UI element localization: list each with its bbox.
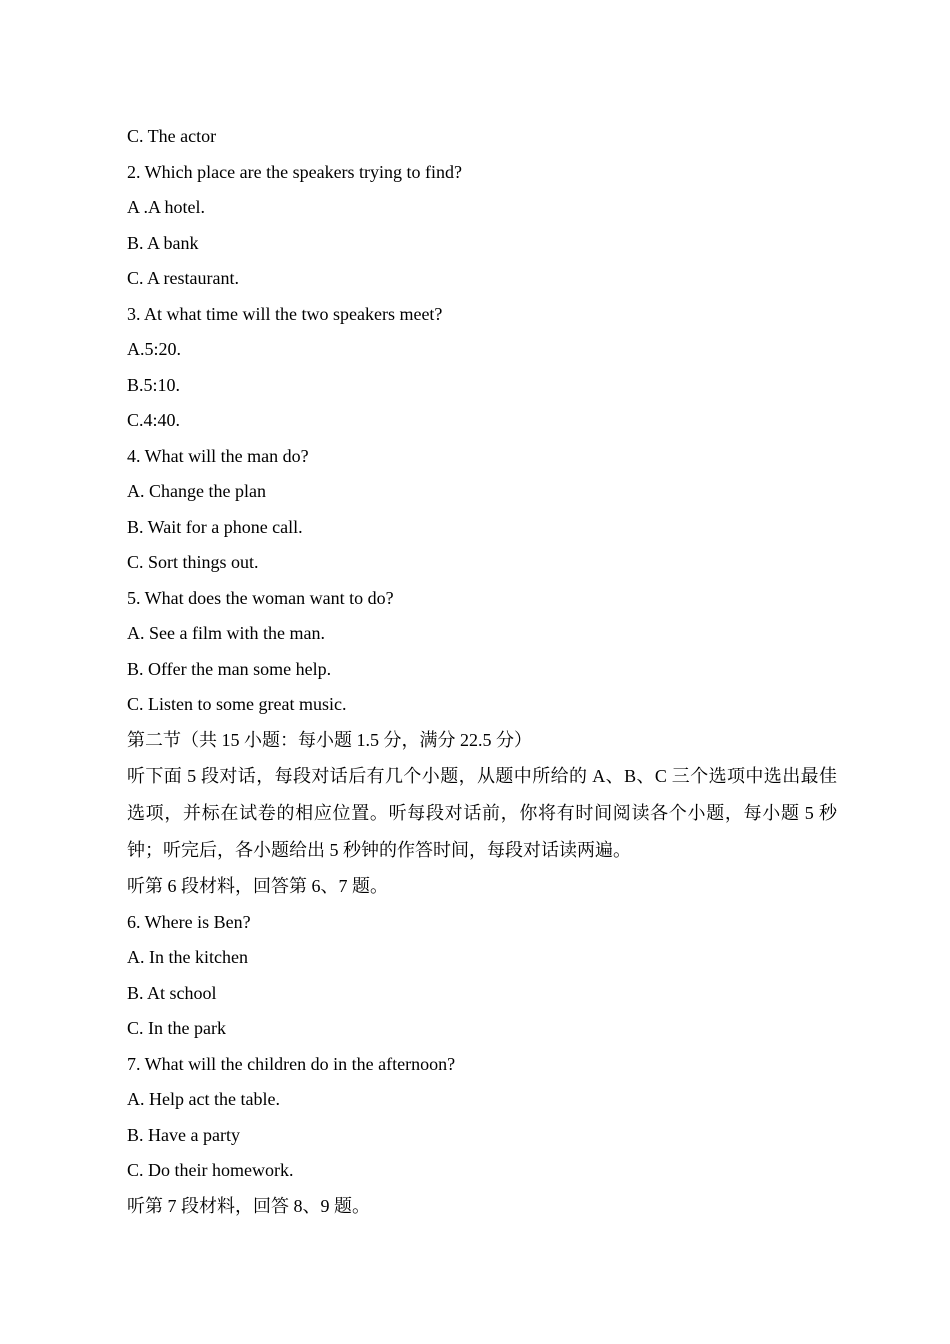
question-5: 5. What does the woman want to do? [127, 587, 394, 608]
option-c-q2: C. A restaurant. [127, 268, 239, 288]
section-instruction: 听下面 5 段对话，每段对话后有几个小题，从题中所给的 A、B、C 三个选项中选出最佳选项，并标在试卷的相应位置。听每段对话前，你将有时间阅读各个小题，每小题 5 秒钟；听完后，各小题给出 5 秒钟的作答时间，每段对话读两遍。 [127, 766, 837, 860]
option-c-q4: C. Sort things out. [127, 552, 259, 572]
option-a-q7: A. Help act the table. [127, 1089, 280, 1109]
option-b-q2: B. A bank [127, 232, 199, 253]
option-a-q6: A. In the kitchen [127, 947, 248, 967]
document-page [127, 119, 837, 1224]
option-b-q7: B. Have a party [127, 1124, 240, 1145]
question-6: 6. Where is Ben? [127, 911, 251, 932]
section-heading: 第二节（共 15 小题：每小题 1.5 分，满分 22.5 分） [127, 729, 532, 750]
option-c-q1: C. The actor [127, 126, 217, 146]
option-a-q2: A .A hotel. [127, 197, 206, 217]
option-b-q6: B. At school [127, 982, 217, 1003]
option-c-q5: C. Listen to some great music. [127, 694, 347, 714]
option-c-q7: C. Do their homework. [127, 1160, 294, 1180]
material-7-heading: 听第 7 段材料，回答 8、9 题。 [127, 1195, 370, 1216]
option-c-q3: C.4:40. [127, 410, 181, 430]
question-2: 2. Which place are the speakers trying to find? [127, 161, 463, 182]
option-a-q4: A. Change the plan [127, 481, 266, 501]
question-7: 7. What will the children do in the afternoon? [127, 1053, 456, 1074]
option-b-q4: B. Wait for a phone call. [127, 516, 303, 537]
option-b-q5: B. Offer the man some help. [127, 658, 332, 679]
material-6-heading: 听第 6 段材料，回答第 6、7 题。 [127, 876, 388, 896]
option-a-q3: A.5:20. [127, 339, 181, 359]
question-3: 3. At what time will the two speakers meet? [127, 303, 443, 324]
option-a-q5: A. See a film with the man. [127, 623, 325, 643]
option-b-q3: B.5:10. [127, 374, 181, 395]
question-4: 4. What will the man do? [127, 445, 309, 466]
option-c-q6: C. In the park [127, 1018, 226, 1038]
